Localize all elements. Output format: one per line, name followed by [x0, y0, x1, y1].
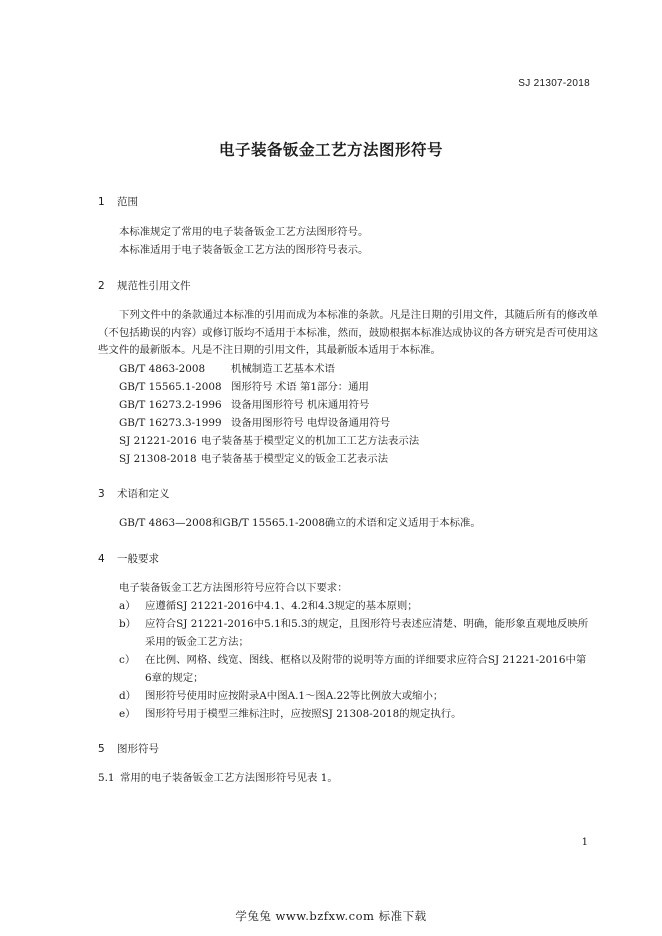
section-5-heading — [98, 741, 159, 756]
list-text: 图形符号用于模型三维标注时，应按照SJ 21308-2018的规定执行。 — [145, 708, 462, 720]
list-text: 应遵循SJ 21221-2016中4.1、4.2和4.3规定的基本原则； — [145, 600, 418, 612]
reference-name: 设备用图形符号 机床通用符号 — [231, 399, 370, 411]
section-title: 规范性引用文件 — [117, 280, 191, 292]
section-number: 5 — [98, 743, 105, 755]
section-title: 图形符号 — [117, 743, 159, 755]
section-title: 术语和定义 — [117, 488, 170, 500]
section-1-line: 本标准适用于电子装备钣金工艺方法的图形符号表示。 — [119, 244, 369, 256]
reference-name: 电子装备基于模型定义的机加工工艺方法表示法 — [201, 435, 420, 447]
list-marker: e） — [119, 708, 136, 720]
reference-code: SJ 21221-2016 — [119, 435, 197, 447]
standard-number: SJ 21307-2018 — [518, 78, 590, 89]
section-title: 范围 — [117, 196, 138, 208]
list-text-continued: 6章的规定； — [145, 672, 204, 684]
reference-code: GB/T 15565.1-2008 — [119, 381, 222, 393]
reference-item — [119, 451, 388, 468]
list-item — [119, 688, 443, 705]
reference-item — [119, 433, 419, 450]
section-number: 1 — [98, 196, 105, 208]
document-title: 电子装备钣金工艺方法图形符号 — [218, 141, 443, 159]
reference-item — [119, 415, 390, 432]
reference-name: 设备用图形符号 电焊设备通用符号 — [231, 417, 391, 429]
section-2-intro: 下列文件中的条款通过本标准的引用而成为本标准的条款。凡是注日期的引用文件，其随后所有的修改单（不包括勘误的内容）或修订版均不适用于本标准，然而，鼓励根据本标准达成协议的各方研究是否可使用这些文件的最新版本。凡是不注日期的引用文件，其最新版本适用于本标准。 — [98, 309, 598, 356]
list-text: 应符合SJ 21221-2016中5.1和5.3的规定，且图形符号表述应清楚、明确，能形象直观地反映所 — [145, 618, 589, 630]
reference-name: 机械制造工艺基本术语 — [231, 363, 335, 375]
section-number: 4 — [98, 553, 105, 565]
section-number: 2 — [98, 280, 105, 292]
list-marker: a） — [119, 600, 136, 612]
reference-code: SJ 21308-2018 — [119, 453, 197, 465]
list-marker: d） — [119, 690, 137, 702]
reference-item — [119, 361, 335, 378]
section-1-heading — [98, 194, 138, 209]
list-text: 图形符号使用时应按附录A中图A.1～图A.22等比例放大或缩小； — [145, 690, 444, 702]
reference-code: GB/T 16273.3-1999 — [119, 417, 222, 429]
section-4-intro: 电子装备钣金工艺方法图形符号应符合以下要求： — [119, 582, 348, 594]
reference-item — [119, 379, 369, 396]
list-item — [119, 652, 586, 669]
subsection-number: 5.1 — [98, 772, 115, 784]
list-text: 在比例、网格、线宽、图线、框格以及附带的说明等方面的详细要求应符合SJ 21221-2016中第 — [145, 654, 587, 666]
section-3-text: GB/T 4863—2008和GB/T 15565.1-2008确立的术语和定义适用于本标准。 — [119, 517, 481, 529]
page-number: 1 — [581, 837, 588, 848]
reference-name: 图形符号 术语 第1部分：通用 — [231, 381, 369, 393]
section-number: 3 — [98, 488, 105, 500]
footer-watermark: 学兔兔 www.bzfxw.com 标准下载 — [235, 909, 427, 923]
reference-name: 电子装备基于模型定义的钣金工艺表示法 — [201, 453, 389, 465]
list-item — [119, 616, 588, 633]
section-title: 一般要求 — [117, 553, 159, 565]
subsection-5-1 — [98, 770, 338, 787]
reference-code: GB/T 16273.2-1996 — [119, 399, 222, 411]
subsection-text: 常用的电子装备钣金工艺方法图形符号见表 1。 — [120, 772, 338, 784]
list-text-continued: 采用的钣金工艺方法； — [145, 636, 249, 648]
list-item — [119, 706, 462, 723]
section-3-heading — [98, 486, 170, 501]
section-2-heading — [98, 278, 191, 293]
list-marker: c） — [119, 654, 136, 666]
section-4-heading — [98, 551, 159, 566]
reference-code: GB/T 4863-2008 — [119, 363, 206, 375]
section-1-line: 本标准规定了常用的电子装备钣金工艺方法图形符号。 — [119, 226, 369, 238]
reference-item — [119, 397, 369, 414]
list-item — [119, 598, 418, 615]
list-marker: b） — [119, 618, 137, 630]
